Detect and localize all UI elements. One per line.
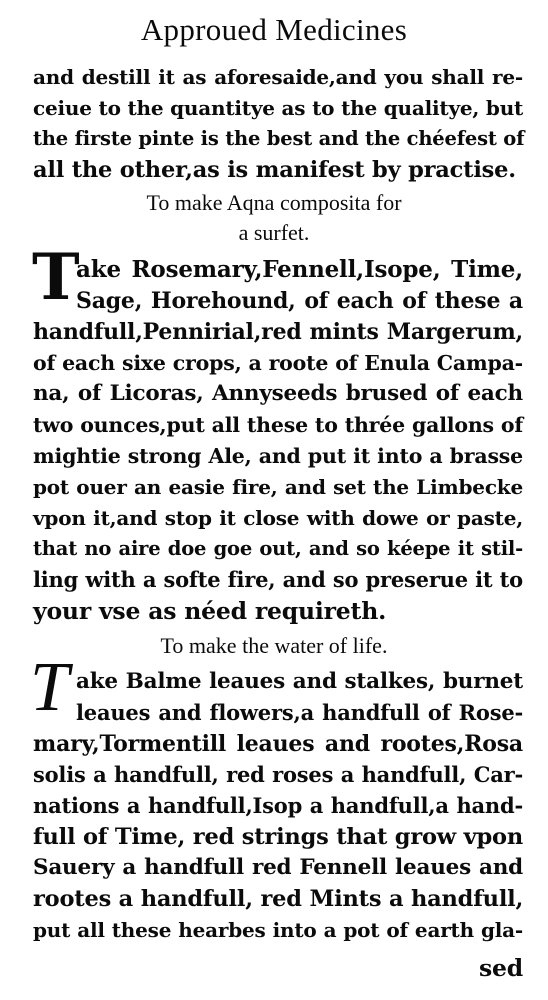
drop-capital: T <box>30 649 69 726</box>
text-line: ake Balme leaues and stalkes, burnet <box>76 669 523 694</box>
text-line: mary,Tormentill leaues and rootes,Rosa <box>33 731 523 757</box>
text-line: full of Time, red strings that grow vpon <box>33 824 523 850</box>
text-line: the firste pinte is the best and the chéefest of <box>33 127 525 150</box>
text-line: Sage, Horehound, of each of these a <box>76 288 523 314</box>
text-line: Sauery a handfull red Fennell leaues and <box>33 855 523 880</box>
receipt-heading: To make Aqna composita for <box>146 190 402 215</box>
drop-capital: T <box>32 240 80 315</box>
running-head: Approued Medicines <box>140 12 408 47</box>
text-line: handfull,Pennirial,red mints Margerum, <box>33 319 523 345</box>
text-line: vpon it,and stop it close with dowe or paste, <box>33 506 523 530</box>
text-line: ake Rosemary,Fennell,Isope, Time, <box>76 256 523 283</box>
text-line: pot ouer an easie fire, and set the Limbecke <box>33 475 523 499</box>
text-line: leaues and flowers,a handfull of Rose- <box>76 700 523 725</box>
text-line: and destill it as aforesaide,and you shall re- <box>33 65 523 89</box>
text-line: all the other,as is manifest by practise. <box>33 157 516 183</box>
catchword: sed <box>478 954 523 982</box>
receipt-heading: a surfet. <box>238 220 310 245</box>
receipt-heading: To make the water of life. <box>160 633 388 658</box>
text-line: ling with a softe fire, and so preserue it to <box>33 567 523 592</box>
text-line: two ounces,put all these to thrée gallons of <box>33 413 523 437</box>
text-line: your vse as néed requireth. <box>33 597 387 625</box>
text-line: na, of Licoras, Annyseeds brused of each <box>33 381 523 406</box>
text-line: rootes a handfull, red Mints a handfull, <box>33 886 524 912</box>
text-line: of each sixe crops, a roote of Enula Campa- <box>33 351 523 375</box>
text-line: put all these hearbes into a pot of earth gla- <box>33 918 523 942</box>
text-line: ceiue to the quantitye as to the qualitye, but <box>33 96 524 120</box>
text-line: that no aire doe goe out, and so kéepe it stil- <box>33 537 523 560</box>
text-line: solis a handfull, red roses a handfull, Car- <box>33 762 523 787</box>
text-line: mightie strong Ale, and put it into a brasse <box>33 444 523 468</box>
text-line: nations a handfull,Isop a handfull,a hand- <box>33 793 523 818</box>
